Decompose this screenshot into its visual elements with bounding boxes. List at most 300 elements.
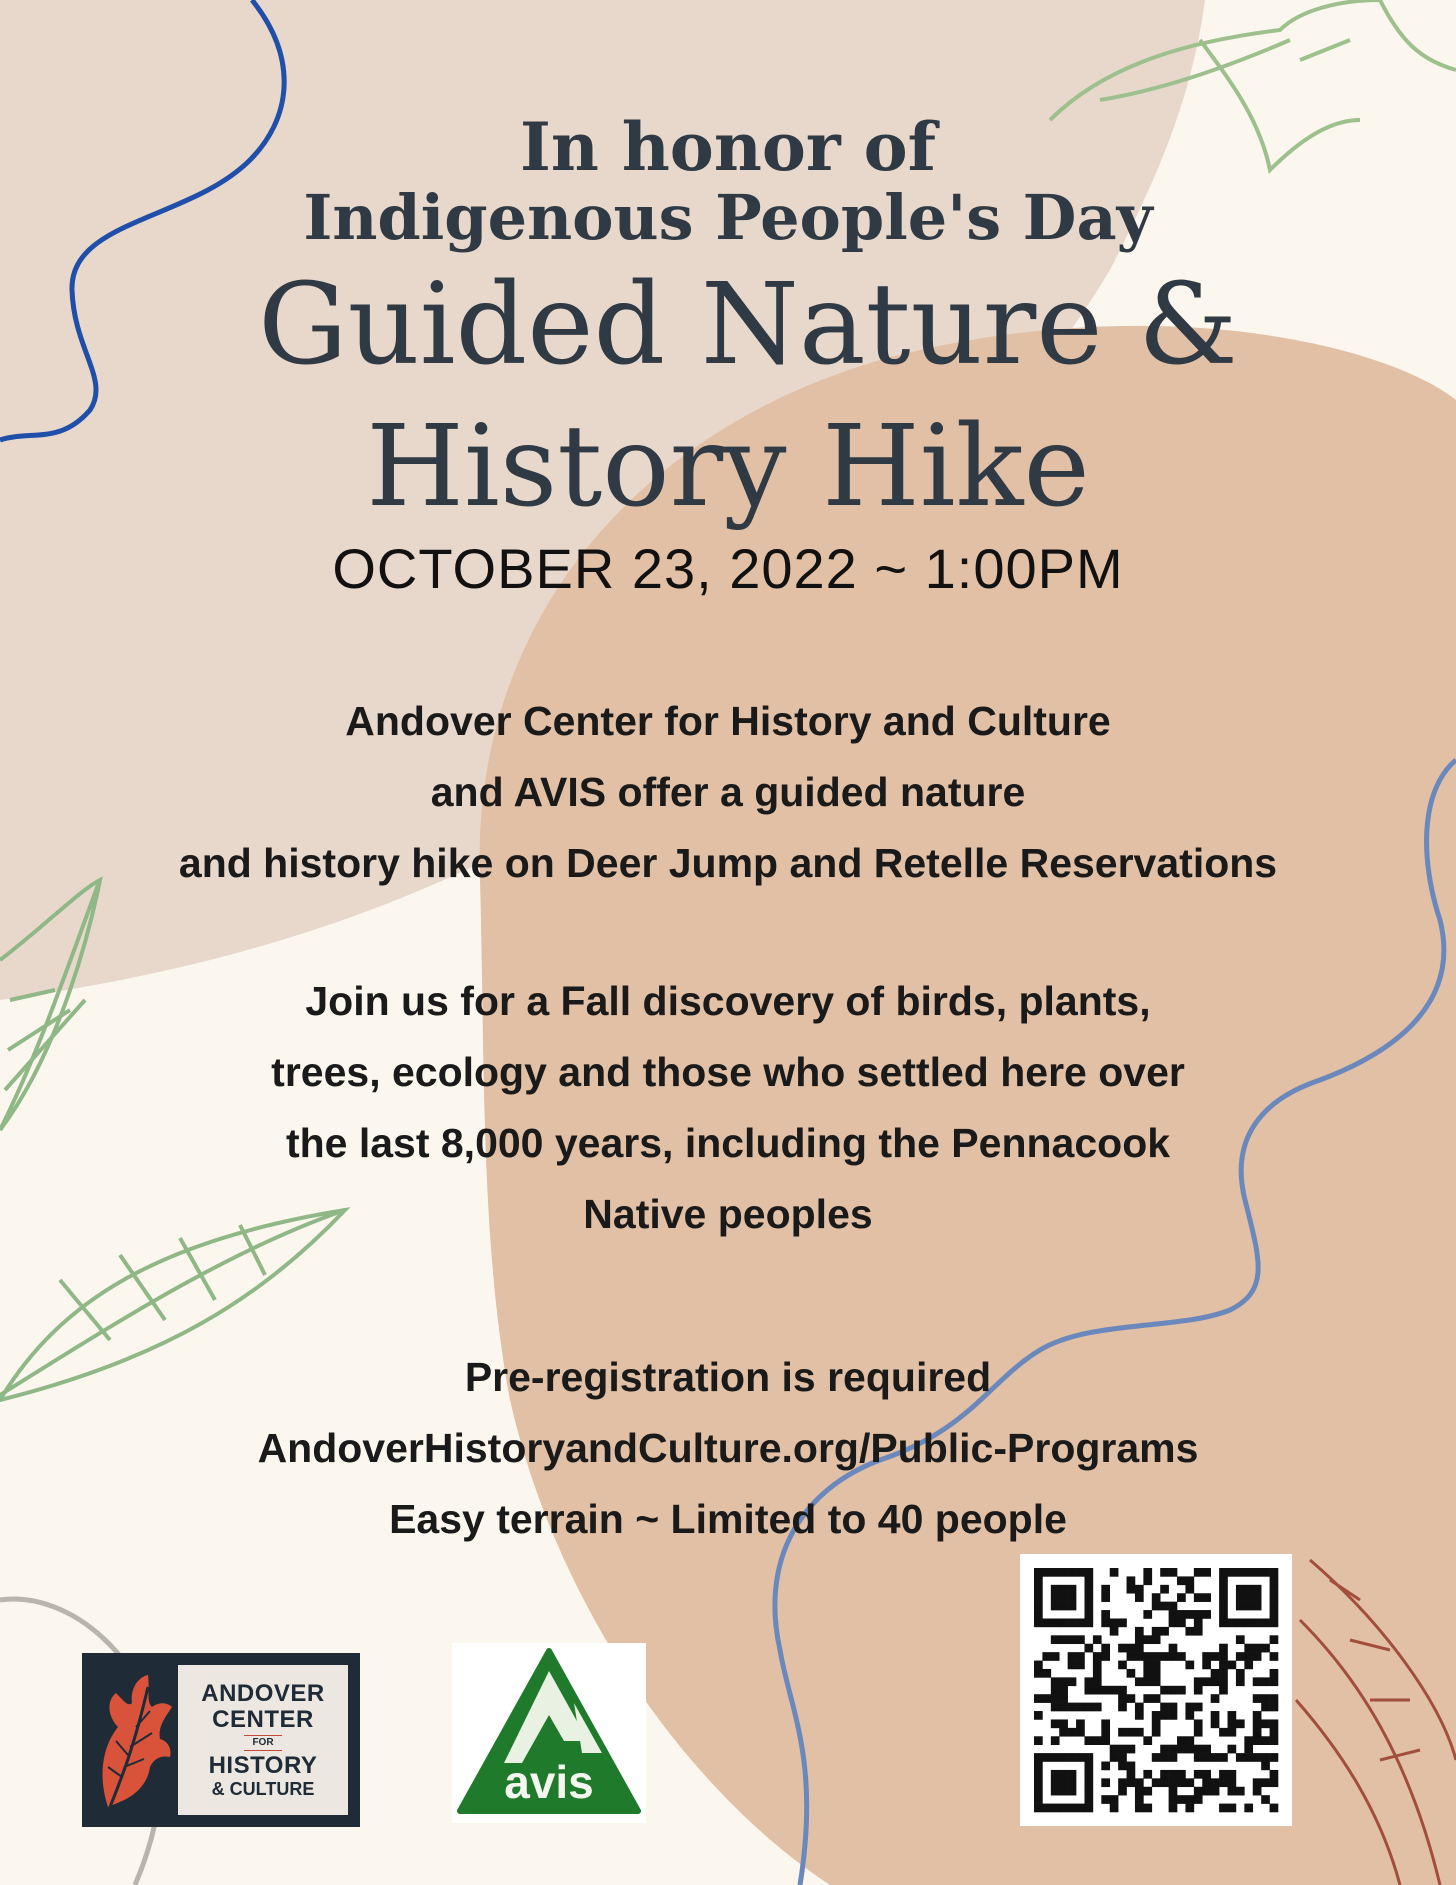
qr-module [1143, 1770, 1152, 1779]
qr-module [1160, 1753, 1169, 1762]
qr-module [1051, 1593, 1060, 1602]
qr-module [1194, 1719, 1203, 1728]
qr-module [1244, 1568, 1253, 1577]
qr-module [1211, 1787, 1220, 1796]
qr-code[interactable] [1020, 1554, 1292, 1826]
qr-module [1135, 1644, 1144, 1653]
qr-module [1051, 1602, 1060, 1611]
qr-module [1160, 1686, 1169, 1695]
qr-module [1135, 1652, 1144, 1661]
qr-module [1084, 1593, 1093, 1602]
qr-module [1169, 1568, 1178, 1577]
qr-module [1084, 1618, 1093, 1627]
qr-module [1118, 1778, 1127, 1787]
qr-module [1127, 1576, 1136, 1585]
registration-line: Easy terrain ~ Limited to 40 people [389, 1496, 1067, 1542]
qr-module [1152, 1753, 1161, 1762]
qr-module [1270, 1728, 1279, 1737]
qr-module [1202, 1593, 1211, 1602]
qr-module [1076, 1728, 1085, 1737]
qr-module [1244, 1593, 1253, 1602]
qr-module [1034, 1795, 1043, 1804]
qr-module [1219, 1576, 1228, 1585]
qr-module [1169, 1610, 1178, 1619]
qr-module [1194, 1593, 1203, 1602]
qr-module [1152, 1661, 1161, 1670]
qr-module [1076, 1703, 1085, 1712]
qr-module [1185, 1795, 1194, 1804]
details-line: Native peoples [583, 1191, 873, 1237]
qr-module [1270, 1669, 1279, 1678]
qr-module [1253, 1719, 1262, 1728]
qr-module [1169, 1703, 1178, 1712]
qr-module [1253, 1677, 1262, 1686]
qr-module [1101, 1719, 1110, 1728]
qr-module [1110, 1795, 1119, 1804]
qr-module [1177, 1770, 1186, 1779]
qr-module [1135, 1804, 1144, 1813]
qr-module [1034, 1618, 1043, 1627]
qr-module [1194, 1770, 1203, 1779]
qr-module [1101, 1585, 1110, 1594]
qr-module [1177, 1686, 1186, 1695]
qr-module [1244, 1585, 1253, 1594]
qr-module [1101, 1618, 1110, 1627]
qr-module [1034, 1736, 1043, 1745]
qr-module [1110, 1627, 1119, 1636]
qr-module [1152, 1719, 1161, 1728]
qr-module [1076, 1652, 1085, 1661]
qr-module [1093, 1703, 1102, 1712]
qr-module [1143, 1804, 1152, 1813]
qr-module [1101, 1593, 1110, 1602]
qr-module [1068, 1770, 1077, 1779]
qr-module [1253, 1585, 1262, 1594]
qr-module [1244, 1753, 1253, 1762]
qr-module [1084, 1568, 1093, 1577]
qr-module [1169, 1745, 1178, 1754]
qr-module [1143, 1576, 1152, 1585]
qr-module [1177, 1593, 1186, 1602]
qr-module [1118, 1618, 1127, 1627]
qr-module [1177, 1576, 1186, 1585]
andover-center-logo [82, 1653, 360, 1827]
qr-module [1101, 1728, 1110, 1737]
qr-module [1059, 1677, 1068, 1686]
qr-module [1185, 1778, 1194, 1787]
qr-module [1084, 1778, 1093, 1787]
honor-heading-line1: In honor of [519, 108, 936, 186]
qr-module [1093, 1661, 1102, 1670]
qr-module [1059, 1602, 1068, 1611]
qr-module [1127, 1728, 1136, 1737]
qr-module [1244, 1736, 1253, 1745]
intro-line: and history hike on Deer Jump and Retelle Reservations [178, 840, 1278, 886]
qr-module [1177, 1736, 1186, 1745]
qr-module [1051, 1736, 1060, 1745]
qr-module [1034, 1593, 1043, 1602]
avis-wordmark: avis [504, 1756, 594, 1808]
qr-module [1135, 1593, 1144, 1602]
details-line: trees, ecology and those who settled here over [271, 1049, 1185, 1095]
intro-paragraph [0, 686, 1456, 899]
qr-module [1270, 1568, 1279, 1577]
qr-module [1051, 1778, 1060, 1787]
qr-module [1228, 1618, 1237, 1627]
qr-module [1127, 1778, 1136, 1787]
intro-line: and AVIS offer a guided nature [430, 769, 1026, 815]
qr-module [1042, 1618, 1051, 1627]
qr-module [1076, 1635, 1085, 1644]
andover-wordmark-for: FOR [244, 1735, 281, 1751]
qr-module [1084, 1644, 1093, 1653]
qr-module [1270, 1753, 1279, 1762]
qr-module [1084, 1762, 1093, 1771]
qr-module [1135, 1711, 1144, 1720]
qr-module [1160, 1745, 1169, 1754]
qr-module [1169, 1618, 1178, 1627]
qr-module [1118, 1745, 1127, 1754]
qr-module [1068, 1661, 1077, 1670]
qr-module [1236, 1787, 1245, 1796]
qr-module [1051, 1652, 1060, 1661]
qr-module [1228, 1778, 1237, 1787]
qr-module [1152, 1627, 1161, 1636]
qr-module [1219, 1686, 1228, 1695]
qr-module [1236, 1652, 1245, 1661]
qr-module [1051, 1804, 1060, 1813]
qr-module [1034, 1753, 1043, 1762]
qr-module [1034, 1770, 1043, 1779]
qr-module [1202, 1778, 1211, 1787]
qr-module [1228, 1661, 1237, 1670]
qr-module [1084, 1736, 1093, 1745]
qr-module [1219, 1652, 1228, 1661]
qr-module [1152, 1711, 1161, 1720]
qr-module [1034, 1661, 1043, 1670]
qr-module [1244, 1804, 1253, 1813]
qr-module [1236, 1753, 1245, 1762]
qr-module [1127, 1644, 1136, 1653]
qr-module [1177, 1618, 1186, 1627]
qr-module [1261, 1778, 1270, 1787]
qr-module [1051, 1677, 1060, 1686]
qr-module [1034, 1778, 1043, 1787]
qr-module [1244, 1652, 1253, 1661]
qr-module [1051, 1787, 1060, 1796]
qr-module [1127, 1652, 1136, 1661]
qr-module [1059, 1585, 1068, 1594]
qr-module [1084, 1753, 1093, 1762]
qr-module [1059, 1568, 1068, 1577]
details-line: the last 8,000 years, including the Pennacook [285, 1120, 1171, 1166]
qr-module [1211, 1669, 1220, 1678]
qr-module [1068, 1593, 1077, 1602]
qr-module [1068, 1753, 1077, 1762]
qr-module [1127, 1585, 1136, 1594]
qr-module [1169, 1753, 1178, 1762]
qr-module [1228, 1711, 1237, 1720]
qr-module [1253, 1736, 1262, 1745]
qr-module [1118, 1686, 1127, 1695]
qr-module [1177, 1778, 1186, 1787]
qr-module [1185, 1661, 1194, 1670]
qr-module [1059, 1778, 1068, 1787]
qr-module [1228, 1804, 1237, 1813]
qr-module [1034, 1602, 1043, 1611]
qr-module [1135, 1677, 1144, 1686]
qr-module [1202, 1568, 1211, 1577]
qr-module [1135, 1778, 1144, 1787]
qr-module [1068, 1787, 1077, 1796]
qr-module [1042, 1669, 1051, 1678]
qr-module [1253, 1652, 1262, 1661]
qr-module [1084, 1576, 1093, 1585]
qr-module [1093, 1686, 1102, 1695]
qr-module [1228, 1568, 1237, 1577]
qr-module [1152, 1677, 1161, 1686]
qr-module [1127, 1669, 1136, 1678]
qr-module [1270, 1694, 1279, 1703]
qr-module [1202, 1661, 1211, 1670]
qr-module [1051, 1585, 1060, 1594]
qr-module [1110, 1568, 1119, 1577]
qr-module [1194, 1677, 1203, 1686]
qr-module [1253, 1618, 1262, 1627]
qr-module [1051, 1703, 1060, 1712]
qr-module [1219, 1644, 1228, 1653]
qr-module [1135, 1795, 1144, 1804]
qr-module [1118, 1753, 1127, 1762]
qr-module [1093, 1677, 1102, 1686]
qr-module [1219, 1661, 1228, 1670]
qr-module [1034, 1694, 1043, 1703]
qr-module [1219, 1753, 1228, 1762]
qr-module [1059, 1694, 1068, 1703]
qr-module [1068, 1728, 1077, 1737]
qr-module [1127, 1694, 1136, 1703]
qr-module [1101, 1644, 1110, 1653]
qr-module [1236, 1719, 1245, 1728]
qr-module [1202, 1652, 1211, 1661]
registration-url[interactable]: AndoverHistoryandCulture.org/Public-Programs [257, 1425, 1199, 1471]
qr-module [1034, 1711, 1043, 1720]
qr-module [1270, 1736, 1279, 1745]
qr-module [1236, 1635, 1245, 1644]
qr-module [1211, 1694, 1220, 1703]
qr-module [1127, 1762, 1136, 1771]
qr-module [1160, 1602, 1169, 1611]
qr-module [1076, 1661, 1085, 1670]
qr-module [1270, 1635, 1279, 1644]
qr-module [1051, 1568, 1060, 1577]
qr-module [1068, 1618, 1077, 1627]
qr-module [1051, 1753, 1060, 1762]
qr-module [1152, 1652, 1161, 1661]
qr-module [1202, 1677, 1211, 1686]
qr-module [1110, 1745, 1119, 1754]
qr-module [1219, 1669, 1228, 1678]
qr-module [1202, 1610, 1211, 1619]
qr-module [1084, 1787, 1093, 1796]
event-date: OCTOBER 23, 2022 ~ 1:00PM [332, 537, 1124, 600]
qr-module [1135, 1728, 1144, 1737]
qr-module [1160, 1770, 1169, 1779]
qr-module [1194, 1728, 1203, 1737]
qr-module [1261, 1703, 1270, 1712]
qr-module [1051, 1686, 1060, 1695]
qr-module [1084, 1610, 1093, 1619]
qr-module [1236, 1618, 1245, 1627]
qr-module [1152, 1694, 1161, 1703]
avis-logo [452, 1643, 646, 1823]
qr-module [1143, 1677, 1152, 1686]
qr-module [1143, 1652, 1152, 1661]
qr-module [1059, 1804, 1068, 1813]
qr-module [1076, 1568, 1085, 1577]
qr-module [1169, 1644, 1178, 1653]
qr-module [1051, 1694, 1060, 1703]
qr-module [1228, 1728, 1237, 1737]
qr-module [1219, 1618, 1228, 1627]
qr-module [1194, 1703, 1203, 1712]
qr-module [1236, 1585, 1245, 1594]
qr-module [1185, 1703, 1194, 1712]
qr-module [1211, 1677, 1220, 1686]
qr-module [1051, 1635, 1060, 1644]
qr-module [1169, 1778, 1178, 1787]
qr-module [1059, 1703, 1068, 1712]
qr-module [1270, 1652, 1279, 1661]
qr-module [1059, 1618, 1068, 1627]
qr-module [1261, 1618, 1270, 1627]
qr-module [1219, 1593, 1228, 1602]
registration-paragraph [0, 1342, 1456, 1555]
qr-module [1219, 1568, 1228, 1577]
qr-module [1270, 1677, 1279, 1686]
qr-module [1219, 1778, 1228, 1787]
qr-module [1169, 1804, 1178, 1813]
qr-module [1219, 1585, 1228, 1594]
qr-module [1253, 1593, 1262, 1602]
qr-module [1118, 1728, 1127, 1737]
qr-module [1068, 1585, 1077, 1594]
qr-module [1211, 1652, 1220, 1661]
qr-module [1253, 1644, 1262, 1653]
qr-module [1160, 1568, 1169, 1577]
qr-module [1051, 1618, 1060, 1627]
qr-module [1068, 1703, 1077, 1712]
qr-module [1202, 1787, 1211, 1796]
qr-module [1084, 1703, 1093, 1712]
qr-module [1068, 1652, 1077, 1661]
qr-module [1219, 1677, 1228, 1686]
qr-module [1169, 1652, 1178, 1661]
qr-module [1101, 1795, 1110, 1804]
qr-module [1244, 1644, 1253, 1653]
qr-module [1059, 1787, 1068, 1796]
qr-module [1211, 1753, 1220, 1762]
qr-module [1194, 1618, 1203, 1627]
qr-module [1135, 1627, 1144, 1636]
qr-module [1143, 1568, 1152, 1577]
qr-module [1169, 1770, 1178, 1779]
qr-module [1185, 1585, 1194, 1594]
qr-module [1093, 1635, 1102, 1644]
qr-module [1059, 1686, 1068, 1695]
qr-module [1101, 1736, 1110, 1745]
qr-module [1194, 1745, 1203, 1754]
qr-module [1261, 1736, 1270, 1745]
qr-module [1270, 1778, 1279, 1787]
qr-module [1059, 1719, 1068, 1728]
qr-module [1253, 1602, 1262, 1611]
qr-module [1185, 1610, 1194, 1619]
qr-module [1219, 1804, 1228, 1813]
qr-module [1034, 1787, 1043, 1796]
qr-module [1152, 1669, 1161, 1678]
qr-module [1177, 1652, 1186, 1661]
qr-module [1270, 1576, 1279, 1585]
qr-module [1143, 1610, 1152, 1619]
qr-module [1185, 1804, 1194, 1813]
qr-module [1093, 1669, 1102, 1678]
qr-module [1253, 1694, 1262, 1703]
qr-module [1160, 1652, 1169, 1661]
qr-module [1169, 1686, 1178, 1695]
qr-module [1194, 1627, 1203, 1636]
qr-module [1244, 1618, 1253, 1627]
qr-module [1185, 1711, 1194, 1720]
qr-module [1068, 1778, 1077, 1787]
qr-module [1110, 1753, 1119, 1762]
qr-module [1152, 1778, 1161, 1787]
qr-module [1194, 1787, 1203, 1796]
qr-module [1042, 1753, 1051, 1762]
qr-module [1110, 1686, 1119, 1695]
qr-module [1228, 1719, 1237, 1728]
qr-module [1261, 1568, 1270, 1577]
qr-module [1101, 1686, 1110, 1695]
qr-module [1101, 1762, 1110, 1771]
qr-module [1219, 1602, 1228, 1611]
qr-module [1253, 1711, 1262, 1720]
qr-module [1084, 1804, 1093, 1813]
qr-module [1253, 1728, 1262, 1737]
qr-module [1244, 1745, 1253, 1754]
qr-module [1261, 1762, 1270, 1771]
qr-module [1270, 1585, 1279, 1594]
qr-module [1076, 1719, 1085, 1728]
qr-module [1261, 1795, 1270, 1804]
qr-module [1177, 1795, 1186, 1804]
qr-module [1042, 1694, 1051, 1703]
qr-module [1160, 1778, 1169, 1787]
qr-module [1236, 1669, 1245, 1678]
qr-module [1093, 1736, 1102, 1745]
qr-module [1042, 1652, 1051, 1661]
qr-module [1270, 1703, 1279, 1712]
andover-wordmark-line: HISTORY [208, 1752, 318, 1779]
qr-module [1110, 1618, 1119, 1627]
qr-module [1051, 1719, 1060, 1728]
qr-module [1101, 1610, 1110, 1619]
qr-module [1228, 1745, 1237, 1754]
qr-module [1261, 1694, 1270, 1703]
qr-module [1253, 1778, 1262, 1787]
qr-module [1127, 1745, 1136, 1754]
qr-module [1068, 1635, 1077, 1644]
